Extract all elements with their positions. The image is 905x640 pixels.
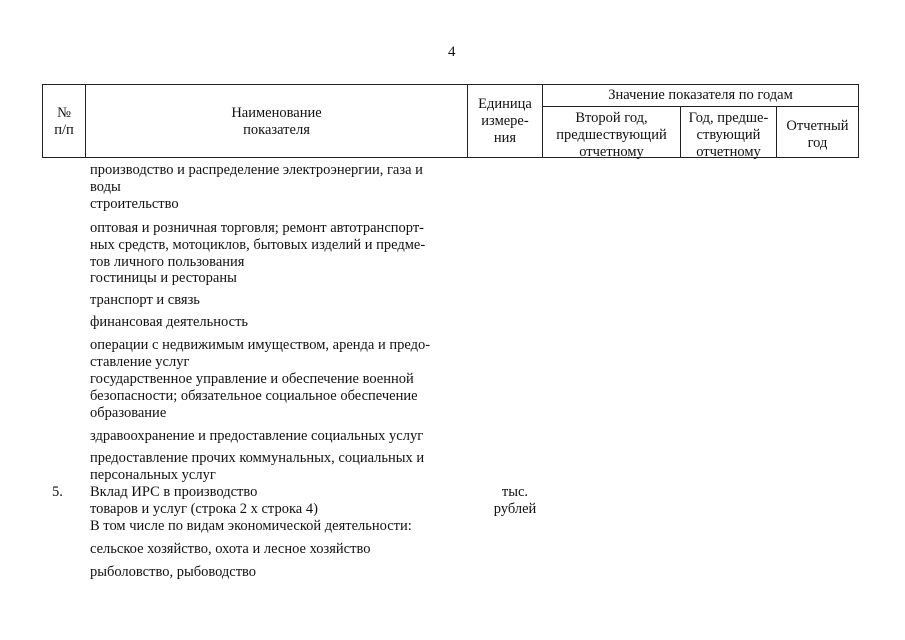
table-row	[90, 541, 460, 558]
table-row	[90, 196, 460, 213]
header-group-divider	[542, 106, 858, 107]
table-row	[90, 484, 460, 518]
row-text-line: товаров и услуг (строка 2 х строка 4)	[90, 501, 318, 517]
row-unit-line: рублей	[493, 501, 537, 517]
header-col-year1-line: отчетному	[696, 144, 761, 160]
table-row	[90, 518, 460, 535]
header-col-year2-line: отчетному	[579, 144, 644, 160]
row-text-line: предоставление прочих коммунальных, социальных и	[90, 450, 425, 466]
header-col-year2-line: Второй год,	[575, 110, 648, 126]
header-col-unit-line: измере-	[481, 113, 529, 129]
header-col-name-line: Наименование	[231, 105, 322, 121]
table-row	[90, 564, 460, 581]
header-col-year1	[681, 110, 776, 161]
row-text-line: здравоохранение и предоставление социальных услуг	[90, 428, 424, 444]
header-col-values-group: Значение показателя по годам	[608, 87, 793, 103]
table-row	[90, 292, 460, 309]
row-text-line: финансовая деятельность	[90, 314, 249, 330]
table-row	[90, 428, 460, 445]
header-right-border	[858, 84, 859, 158]
page-number: 4	[448, 44, 456, 60]
header-col-name	[86, 105, 467, 139]
row-text-line: транспорт и связь	[90, 292, 200, 308]
row-text-line: строительство	[90, 196, 179, 212]
row-text-line: тов личного пользования	[90, 254, 245, 270]
row-text-line: образование	[90, 405, 167, 421]
table-row	[90, 220, 460, 271]
row-text-line: персональных услуг	[90, 467, 216, 483]
header-col-num-line: п/п	[54, 122, 74, 138]
table-row	[90, 450, 460, 484]
row-text-line: государственное управление и обеспечение военной	[90, 371, 414, 387]
table-row	[90, 337, 460, 371]
header-col-num-line: №	[57, 105, 71, 121]
table-row	[90, 371, 460, 405]
header-col-report	[777, 118, 858, 152]
header-col-report-line: Отчетный	[786, 118, 849, 134]
header-top-border	[42, 84, 858, 85]
table-row	[90, 270, 460, 287]
header-col-name-line: показателя	[243, 122, 310, 138]
row-unit-line: тыс.	[501, 484, 529, 500]
row-text-line: безопасности; обязательное социальное обеспечение	[90, 388, 418, 404]
row-text-line: В том числе по видам экономической деятельности:	[90, 518, 412, 534]
row-number: 5.	[52, 484, 63, 500]
row-text-line: рыболовство, рыбоводство	[90, 564, 257, 580]
table-row	[90, 162, 460, 196]
row-text-line: гостиницы и рестораны	[90, 270, 237, 286]
row-text-line: воды	[90, 179, 121, 195]
row-unit	[478, 484, 552, 518]
row-text-line: производство и распределение электроэнергии, газа и	[90, 162, 423, 178]
header-col-unit-line: ния	[493, 130, 517, 146]
header-col-year1-line: Год, предше-	[688, 110, 769, 126]
table-row	[90, 405, 460, 422]
header-col-year2-line: предшествующий	[556, 127, 667, 143]
row-text-line: ставление услуг	[90, 354, 190, 370]
row-text-line: сельское хозяйство, охота и лесное хозяйство	[90, 541, 371, 557]
row-text-line: ных средств, мотоциклов, бытовых изделий и предме-	[90, 237, 426, 253]
header-col-num	[43, 105, 85, 139]
header-col-unit-line: Единица	[478, 96, 532, 112]
row-text-line: Вклад ИРС в производство	[90, 484, 258, 500]
row-text-line: оптовая и розничная торговля; ремонт автотранспорт-	[90, 220, 424, 236]
row-text-line: операции с недвижимым имуществом, аренда и предо-	[90, 337, 431, 353]
header-col-unit	[468, 96, 542, 147]
header-col-year2	[543, 110, 680, 161]
table-row	[90, 314, 460, 331]
header-col-year1-line: ствующий	[696, 127, 761, 143]
header-col-report-line: год	[807, 135, 828, 151]
